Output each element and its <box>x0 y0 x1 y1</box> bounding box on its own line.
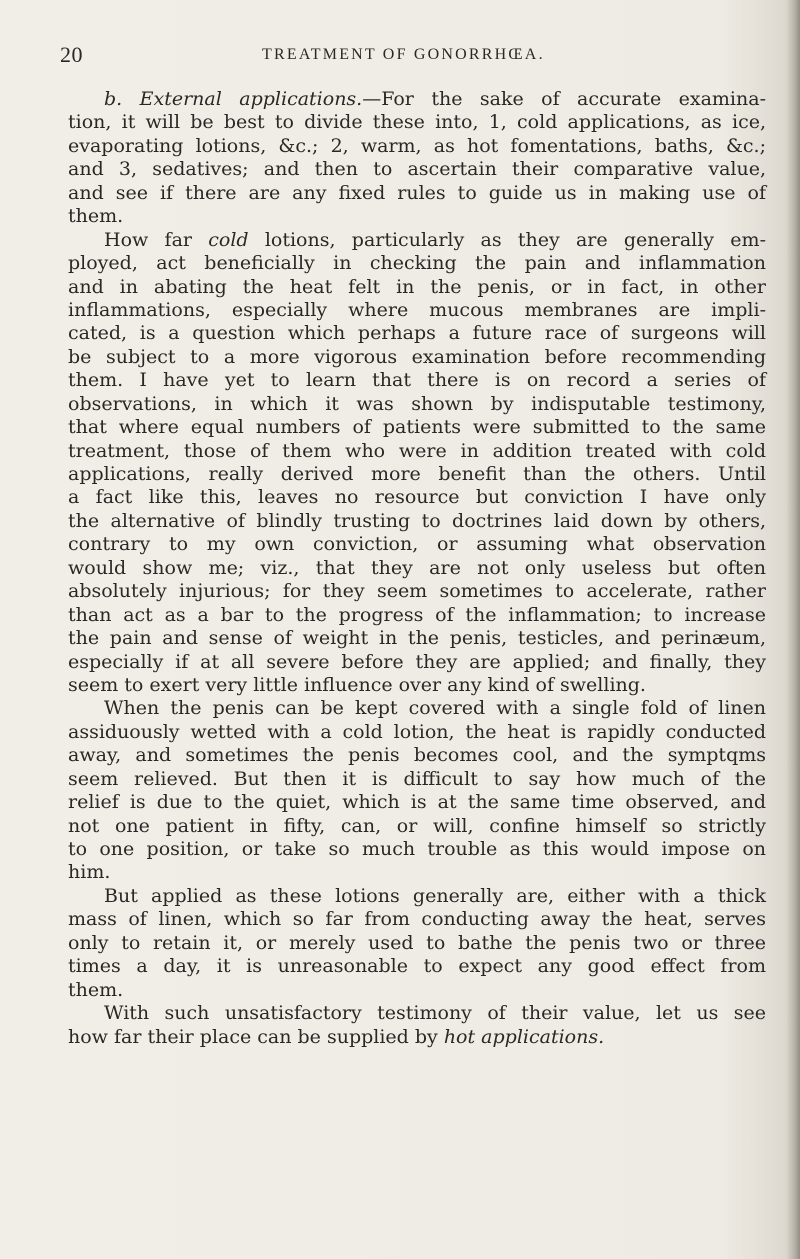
text-line-content <box>68 651 766 674</box>
text-line <box>0 393 800 416</box>
text-run: and 3, sedatives; and then to ascertain their comparative value, <box>68 158 766 181</box>
text-run: the pain and sense of weight in the penis, testicles, and perinæum, <box>68 627 766 650</box>
text-line <box>0 229 800 252</box>
text-line <box>0 580 800 603</box>
text-line <box>0 135 800 158</box>
text-run: But applied as these lotions generally are, either with a thick <box>104 884 766 907</box>
text-line <box>0 369 800 392</box>
text-line <box>0 979 800 1002</box>
text-line <box>0 651 800 674</box>
text-line <box>0 744 800 767</box>
text-line <box>0 815 800 838</box>
text-run: observations, in which it was shown by indisputable testimony, <box>68 392 766 415</box>
text-line <box>0 533 800 556</box>
text-run: a fact like this, leaves no resource but conviction I have only <box>68 486 766 509</box>
text-line <box>0 1002 800 1025</box>
text-line-content <box>68 580 766 603</box>
text-line <box>0 252 800 275</box>
text-run: With such unsatisfactory testimony of their value, let us see <box>104 1002 766 1025</box>
text-run: would show me; viz., that they are not only useless but often <box>68 556 766 579</box>
text-line-content <box>68 627 766 650</box>
text-line <box>0 276 800 299</box>
text-run: away, and sometimes the penis becomes cool, and the symptqms <box>68 744 766 767</box>
text-run: him. <box>68 861 111 884</box>
text-run: inflammations, especially where mucous membranes are impli- <box>68 298 766 321</box>
text-run: assiduously wetted with a cold lotion, the heat is rapidly conducted <box>68 720 766 743</box>
text-line-content <box>68 205 123 228</box>
text-run: them. I have yet to learn that there is on record a series of <box>68 369 766 392</box>
text-run: ployed, act beneficially in checking the pain and inflammation <box>68 252 766 275</box>
text-line <box>0 674 800 697</box>
text-line-content <box>68 346 766 369</box>
text-line-content <box>104 88 766 111</box>
text-line <box>0 627 800 650</box>
text-line-content <box>68 252 766 275</box>
text-line-content <box>104 229 766 252</box>
text-line-content <box>68 440 766 463</box>
text-run: lotions, particularly as they are generally em- <box>248 228 766 251</box>
text-line <box>0 158 800 181</box>
text-run: than act as a bar to the progress of the inflammation; to increase <box>68 603 766 626</box>
text-line-content <box>68 463 766 486</box>
text-line <box>0 205 800 228</box>
text-run: absolutely injurious; for they seem sometimes to accelerate, rather <box>68 580 766 603</box>
text-line <box>0 486 800 509</box>
text-line-content <box>104 1002 766 1025</box>
text-run: especially if at all severe before they are applied; and finally, they <box>68 650 766 673</box>
text-line-content <box>68 908 766 931</box>
text-line <box>0 885 800 908</box>
text-line-content <box>68 674 646 697</box>
italic-run: cold <box>208 228 249 251</box>
text-line <box>0 697 800 720</box>
text-line-content <box>104 697 766 720</box>
text-line <box>0 721 800 744</box>
text-line <box>0 416 800 439</box>
text-line-content <box>68 979 123 1002</box>
text-run: the alternative of blindly trusting to doctrines laid down by others, <box>68 509 766 532</box>
italic-run: hot applications. <box>443 1025 605 1048</box>
text-run: how far their place can be supplied by <box>68 1025 444 1048</box>
text-line-content <box>68 135 766 158</box>
text-line-content <box>68 955 766 978</box>
text-line <box>0 322 800 345</box>
text-run: —For the sake of accurate examina- <box>362 88 766 110</box>
text-line-content <box>68 510 766 533</box>
text-run: them. <box>68 205 124 228</box>
text-line-content <box>68 744 766 767</box>
text-run: times a day, it is unreasonable to expect any good effect from <box>68 955 766 978</box>
text-line-content <box>68 533 766 556</box>
text-line-content <box>68 322 766 345</box>
text-run: relief is due to the quiet, which is at the same time observed, and <box>68 791 766 814</box>
text-line <box>0 182 800 205</box>
text-run: and in abating the heat felt in the penis, or in fact, in other <box>68 275 766 298</box>
text-line-content <box>68 861 110 884</box>
text-line-content <box>68 838 766 861</box>
text-line <box>0 111 800 134</box>
text-line-content <box>68 486 766 509</box>
text-run: that where equal numbers of patients were submitted to the same <box>68 416 766 439</box>
text-run: not one patient in fifty, can, or will, confine himself so strictly <box>68 814 766 837</box>
text-line-content <box>68 604 766 627</box>
text-run: tion, it will be best to divide these into, 1, cold applications, as ice, <box>68 111 766 134</box>
text-line-content <box>68 276 766 299</box>
text-line <box>0 299 800 322</box>
text-line <box>0 346 800 369</box>
running-title: TREATMENT OF GONORRHŒA. <box>262 46 545 63</box>
text-line <box>0 463 800 486</box>
text-run: How far <box>104 228 209 251</box>
text-line <box>0 861 800 884</box>
text-run: and see if there are any fixed rules to guide us in making use of <box>68 181 766 204</box>
text-line-content <box>68 299 766 322</box>
text-line-content <box>68 932 766 955</box>
italic-run: b. External applications. <box>104 88 363 110</box>
text-run: to one position, or take so much trouble as this would impose on <box>68 838 766 860</box>
text-line <box>0 88 800 111</box>
text-line-content <box>104 885 766 908</box>
text-run: treatment, those of them who were in addition treated with cold <box>68 439 766 462</box>
page-number: 20 <box>60 42 83 67</box>
text-run: When the penis can be kept covered with a single fold of linen <box>104 697 766 720</box>
text-line-content <box>68 815 766 838</box>
text-line <box>0 440 800 463</box>
text-line-content <box>68 768 766 791</box>
text-run: be subject to a more vigorous examination before recommending <box>68 345 766 368</box>
text-line-content <box>68 111 766 134</box>
text-line <box>0 791 800 814</box>
text-line-content <box>68 369 766 392</box>
text-run: evaporating lotions, &c.; 2, warm, as hot fomentations, baths, &c.; <box>68 134 766 157</box>
text-line-content <box>68 1026 604 1049</box>
page-header <box>0 42 800 68</box>
text-line-content <box>68 721 766 744</box>
text-line <box>0 510 800 533</box>
text-run: mass of linen, which so far from conducting away the heat, serves <box>68 908 766 931</box>
text-line <box>0 908 800 931</box>
text-line <box>0 768 800 791</box>
text-line <box>0 932 800 955</box>
text-run: only to retain it, or merely used to bathe the penis two or three <box>68 931 766 954</box>
text-line <box>0 955 800 978</box>
text-line <box>0 1026 800 1049</box>
text-run: cated, is a question which perhaps a future race of surgeons will <box>68 322 766 345</box>
text-line-content <box>68 393 766 416</box>
text-run: contrary to my own conviction, or assuming what observation <box>68 533 766 556</box>
text-run: them. <box>68 978 124 1001</box>
text-line-content <box>68 158 766 181</box>
text-line <box>0 604 800 627</box>
text-line-content <box>68 791 766 814</box>
text-run: seem relieved. But then it is difficult to say how much of the <box>68 767 766 790</box>
text-run: applications, really derived more benefit than the others. Until <box>68 463 766 485</box>
body-text <box>0 88 800 1049</box>
text-run: seem to exert very little influence over any kind of swelling. <box>68 673 646 696</box>
text-line <box>0 838 800 861</box>
text-line-content <box>68 182 766 205</box>
text-line-content <box>68 557 766 580</box>
text-line-content <box>68 416 766 439</box>
text-line <box>0 557 800 580</box>
